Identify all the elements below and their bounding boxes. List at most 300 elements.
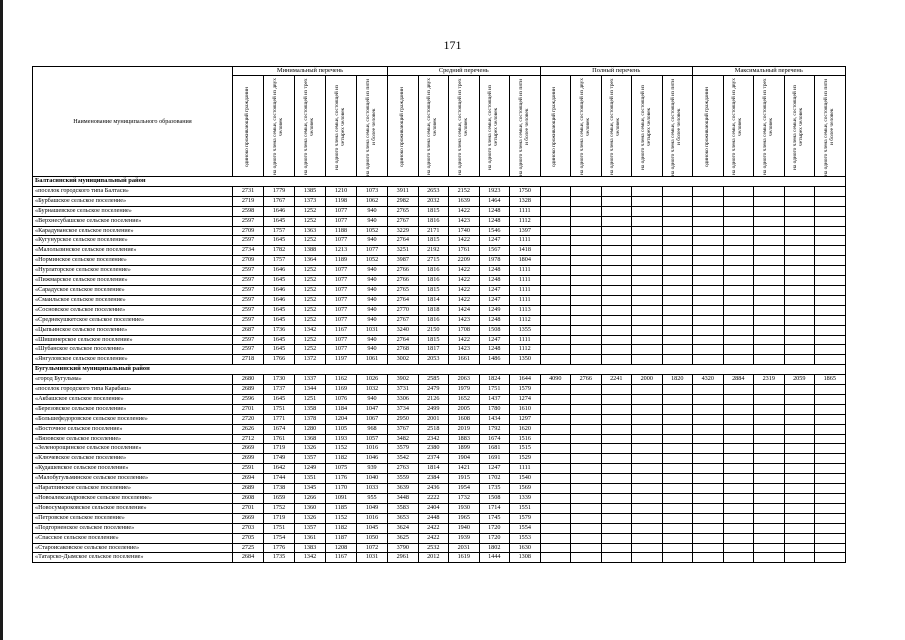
value-cell-min: 940 (357, 285, 388, 295)
subcolumn-header (295, 76, 326, 177)
value-cell-min: 1052 (357, 226, 388, 236)
value-cell-mid: 1516 (510, 434, 541, 444)
value-cell-full (601, 256, 632, 266)
value-cell-full (540, 385, 571, 395)
value-cell-max (754, 385, 785, 395)
value-cell-min: 1646 (264, 206, 295, 216)
table-row (33, 186, 846, 196)
table-row (33, 444, 846, 454)
subcolumn-header-label: на одного члена семьи, состоящей из двух человек (578, 78, 591, 176)
value-cell-mid: 1274 (510, 394, 541, 404)
value-cell-min: 2712 (233, 434, 264, 444)
value-cell-full (662, 454, 693, 464)
value-cell-max (815, 266, 846, 276)
value-cell-full (601, 305, 632, 315)
value-cell-full (601, 355, 632, 365)
value-cell-mid: 2150 (418, 325, 449, 335)
value-cell-mid: 1554 (510, 523, 541, 533)
value-cell-mid: 2404 (418, 503, 449, 513)
value-cell-max (815, 226, 846, 236)
subcolumn-header-label: на одного члена семьи, состоящей из четырех человек (487, 84, 500, 170)
subcolumn-header-label: одиноко проживающий гражданин (551, 87, 558, 167)
value-cell-full (632, 246, 663, 256)
value-cell-mid: 2063 (449, 375, 480, 385)
value-cell-min: 1776 (264, 543, 295, 553)
municipality-name: «Карадуванское сельское поселение» (33, 226, 233, 236)
value-cell-min: 2684 (233, 553, 264, 563)
value-cell-min: 1345 (295, 484, 326, 494)
value-cell-min: 1252 (295, 315, 326, 325)
value-cell-max (815, 394, 846, 404)
value-cell-mid: 3902 (388, 375, 419, 385)
value-cell-min: 1761 (264, 434, 295, 444)
value-cell-min: 1031 (357, 325, 388, 335)
subcolumn-header-label: на одного члена семьи, состоящей из четырех человек (792, 84, 805, 170)
value-cell-full (540, 404, 571, 414)
value-cell-min: 1357 (295, 523, 326, 533)
value-cell-full (601, 424, 632, 434)
value-cell-mid: 2766 (388, 276, 419, 286)
value-cell-max (693, 186, 724, 196)
value-cell-full (662, 523, 693, 533)
value-cell-mid: 1904 (449, 454, 480, 464)
value-cell-full (632, 276, 663, 286)
value-cell-max (693, 494, 724, 504)
value-cell-mid: 2126 (418, 394, 449, 404)
value-cell-mid: 1248 (479, 216, 510, 226)
value-cell-full (632, 553, 663, 563)
subcolumn-header (449, 76, 480, 177)
subcolumn-header-label: одиноко проживающий гражданин (398, 87, 405, 167)
value-cell-full (662, 464, 693, 474)
municipality-name: «Большефедоровское сельское поселение» (33, 414, 233, 424)
value-cell-min: 1249 (295, 464, 326, 474)
subcolumn-header (601, 76, 632, 177)
value-cell-full (632, 186, 663, 196)
value-cell-max (784, 543, 815, 553)
value-cell-full (662, 246, 693, 256)
value-cell-full (571, 464, 602, 474)
value-cell-mid: 2031 (449, 543, 480, 553)
value-cell-max (723, 523, 754, 533)
value-cell-mid: 1569 (510, 484, 541, 494)
value-cell-mid: 2653 (418, 186, 449, 196)
value-cell-min: 1167 (326, 325, 357, 335)
value-cell-mid: 3731 (388, 385, 419, 395)
value-cell-mid: 3482 (388, 434, 419, 444)
value-cell-full (662, 355, 693, 365)
value-cell-max (815, 404, 846, 414)
value-cell-mid: 1639 (449, 196, 480, 206)
value-cell-max (723, 434, 754, 444)
value-cell-max (754, 226, 785, 236)
value-cell-mid: 1661 (449, 355, 480, 365)
value-cell-max (754, 434, 785, 444)
table-body (33, 177, 846, 563)
value-cell-mid: 1750 (510, 186, 541, 196)
municipality-name: «Сосновское сельское поселение» (33, 305, 233, 315)
value-cell-min: 1016 (357, 513, 388, 523)
value-cell-mid: 3240 (388, 325, 419, 335)
value-cell-mid: 1816 (418, 276, 449, 286)
value-cell-max (693, 444, 724, 454)
value-cell-max (784, 266, 815, 276)
value-cell-full (571, 543, 602, 553)
municipality-name: «Нурлаторское сельское поселение» (33, 266, 233, 276)
value-cell-mid: 2763 (388, 464, 419, 474)
value-cell-max (815, 523, 846, 533)
value-cell-full (540, 513, 571, 523)
value-cell-mid: 2012 (418, 553, 449, 563)
value-cell-min: 1204 (326, 414, 357, 424)
table-row (33, 345, 846, 355)
value-cell-max (723, 315, 754, 325)
value-cell-max (754, 246, 785, 256)
value-cell-full (601, 266, 632, 276)
value-cell-min: 1752 (264, 503, 295, 513)
value-cell-full (540, 226, 571, 236)
value-cell-mid: 2715 (418, 256, 449, 266)
table-row (33, 335, 846, 345)
value-cell-min: 1047 (357, 404, 388, 414)
value-cell-max (815, 315, 846, 325)
value-cell-full (601, 434, 632, 444)
table-row (33, 494, 846, 504)
value-cell-full (632, 236, 663, 246)
value-cell-min: 1032 (357, 385, 388, 395)
value-cell-mid: 2152 (449, 186, 480, 196)
municipality-name: «Цыпьинское сельское поселение» (33, 325, 233, 335)
value-cell-full (632, 533, 663, 543)
value-cell-max (693, 424, 724, 434)
value-cell-full (540, 484, 571, 494)
value-cell-mid: 1620 (510, 424, 541, 434)
value-cell-max (754, 484, 785, 494)
value-cell-mid: 3583 (388, 503, 419, 513)
value-cell-mid: 3734 (388, 404, 419, 414)
value-cell-full (662, 216, 693, 226)
value-cell-max (754, 494, 785, 504)
value-cell-full (662, 315, 693, 325)
value-cell-max (754, 196, 785, 206)
value-cell-full (662, 236, 693, 246)
value-cell-min: 2680 (233, 375, 264, 385)
value-cell-mid: 1350 (510, 355, 541, 365)
value-cell-mid: 1923 (479, 186, 510, 196)
value-cell-full (540, 345, 571, 355)
value-cell-min: 1077 (357, 246, 388, 256)
value-cell-full (601, 206, 632, 216)
table-row (33, 503, 846, 513)
value-cell-min: 2720 (233, 414, 264, 424)
value-cell-full (571, 276, 602, 286)
value-cell-mid: 1720 (479, 523, 510, 533)
value-cell-mid: 2982 (388, 196, 419, 206)
group-header-min: Минимальный перечень (233, 67, 388, 76)
subcolumn-header-label: одиноко проживающий гражданин (703, 87, 710, 167)
value-cell-full (571, 404, 602, 414)
value-cell-mid: 1930 (449, 503, 480, 513)
value-cell-full (662, 494, 693, 504)
value-cell-mid: 1422 (449, 206, 480, 216)
table-row (33, 285, 846, 295)
value-cell-mid: 1111 (510, 464, 541, 474)
value-cell-max (723, 335, 754, 345)
table-row (33, 196, 846, 206)
value-cell-min: 1645 (264, 216, 295, 226)
value-cell-full (662, 345, 693, 355)
value-cell-min: 2709 (233, 226, 264, 236)
municipality-name: «Наратлинское сельское поселение» (33, 484, 233, 494)
municipality-name: «Татарско-Дымское сельское поселение» (33, 553, 233, 563)
value-cell-full (540, 305, 571, 315)
value-cell-min: 2597 (233, 266, 264, 276)
value-cell-max (723, 295, 754, 305)
value-cell-max (693, 236, 724, 246)
value-cell-min: 1077 (326, 206, 357, 216)
value-cell-min: 1252 (295, 285, 326, 295)
value-cell-min: 940 (357, 216, 388, 226)
value-cell-min: 940 (357, 345, 388, 355)
value-cell-max (754, 533, 785, 543)
value-cell-full (540, 236, 571, 246)
value-cell-max (815, 464, 846, 474)
value-cell-mid: 3448 (388, 494, 419, 504)
value-cell-full (540, 494, 571, 504)
value-cell-min: 1751 (264, 404, 295, 414)
value-cell-full (571, 454, 602, 464)
value-cell-min: 1360 (295, 503, 326, 513)
value-cell-min: 2701 (233, 503, 264, 513)
value-cell-full (571, 236, 602, 246)
value-cell-min: 2689 (233, 385, 264, 395)
value-cell-full (571, 444, 602, 454)
value-cell-max: 2059 (784, 375, 815, 385)
value-cell-max (815, 474, 846, 484)
value-cell-min: 1645 (264, 335, 295, 345)
value-cell-max: 2884 (723, 375, 754, 385)
value-cell-max (693, 385, 724, 395)
section-row (33, 177, 846, 187)
municipality-name: «Кудашевское сельское поселение» (33, 464, 233, 474)
table-row (33, 533, 846, 543)
value-cell-mid: 2422 (418, 523, 449, 533)
value-cell-min: 2694 (233, 474, 264, 484)
municipality-name: «Малолызинское сельское поселение» (33, 246, 233, 256)
subcolumn-header (754, 76, 785, 177)
value-cell-max (815, 186, 846, 196)
subcolumn-header-label: на одного члена семьи, состоящей из пяти и более человек (365, 78, 377, 176)
value-cell-max (723, 444, 754, 454)
value-cell-full (632, 196, 663, 206)
value-cell-max (784, 464, 815, 474)
value-cell-min: 1077 (326, 335, 357, 345)
value-cell-mid: 1815 (418, 236, 449, 246)
value-cell-min: 1357 (295, 454, 326, 464)
value-cell-min: 1252 (295, 276, 326, 286)
value-cell-min: 1182 (326, 454, 357, 464)
value-cell-max (693, 434, 724, 444)
value-cell-mid: 3987 (388, 256, 419, 266)
value-cell-max (815, 434, 846, 444)
value-cell-full (540, 266, 571, 276)
value-cell-mid: 2001 (418, 414, 449, 424)
value-cell-mid: 2479 (418, 385, 449, 395)
value-cell-full (571, 266, 602, 276)
value-cell-max (693, 305, 724, 315)
value-cell-mid: 3911 (388, 186, 419, 196)
value-cell-min: 1646 (264, 295, 295, 305)
value-cell-min: 1735 (264, 553, 295, 563)
value-cell-max (754, 404, 785, 414)
municipality-name: «Вязовское сельское поселение» (33, 434, 233, 444)
value-cell-mid: 1818 (418, 305, 449, 315)
value-cell-max (815, 345, 846, 355)
value-cell-max (784, 246, 815, 256)
value-cell-mid: 2770 (388, 305, 419, 315)
value-cell-mid: 1540 (510, 474, 541, 484)
value-cell-min: 2598 (233, 206, 264, 216)
value-cell-mid: 1508 (479, 494, 510, 504)
value-cell-max (723, 513, 754, 523)
value-cell-full (662, 434, 693, 444)
value-cell-full (662, 484, 693, 494)
value-cell-max (723, 464, 754, 474)
value-cell-full (601, 503, 632, 513)
value-cell-max (784, 513, 815, 523)
value-cell-mid: 1824 (479, 375, 510, 385)
value-cell-max (693, 315, 724, 325)
municipality-name: «Подгорненское сельское поселение» (33, 523, 233, 533)
value-cell-min: 1361 (295, 533, 326, 543)
value-cell-max (815, 196, 846, 206)
value-cell-max (693, 414, 724, 424)
value-cell-min: 939 (357, 464, 388, 474)
value-cell-max (723, 236, 754, 246)
value-cell-max (784, 484, 815, 494)
value-cell-min: 2597 (233, 335, 264, 345)
value-cell-full (540, 295, 571, 305)
subcolumn-header (510, 76, 541, 177)
subcolumn-header (264, 76, 295, 177)
value-cell-min: 940 (357, 295, 388, 305)
subcolumn-header (388, 76, 419, 177)
value-cell-max (815, 484, 846, 494)
value-cell-min: 1067 (357, 414, 388, 424)
value-cell-max (754, 285, 785, 295)
value-cell-mid: 1397 (510, 226, 541, 236)
value-cell-min: 2669 (233, 444, 264, 454)
value-cell-max (693, 285, 724, 295)
value-cell-max (754, 424, 785, 434)
value-cell-max (754, 266, 785, 276)
value-cell-min: 1266 (295, 494, 326, 504)
table-row (33, 513, 846, 523)
value-cell-min: 2699 (233, 454, 264, 464)
value-cell-mid: 1939 (449, 533, 480, 543)
value-cell-min: 1073 (357, 186, 388, 196)
value-cell-max (815, 305, 846, 315)
value-cell-min: 1072 (357, 543, 388, 553)
value-cell-full (632, 345, 663, 355)
value-cell-max (754, 216, 785, 226)
value-cell-mid: 2768 (388, 345, 419, 355)
municipality-name: «Бурбашское сельское поселение» (33, 196, 233, 206)
municipality-name: «поселок городского типа Балтаси» (33, 186, 233, 196)
table-row (33, 385, 846, 395)
value-cell-max (723, 543, 754, 553)
value-cell-max (815, 513, 846, 523)
value-cell-mid: 1247 (479, 295, 510, 305)
value-cell-full (632, 484, 663, 494)
value-cell-min: 1210 (326, 186, 357, 196)
value-cell-full (601, 276, 632, 286)
value-cell-mid: 1815 (418, 335, 449, 345)
value-cell-max (784, 325, 815, 335)
value-cell-max (754, 186, 785, 196)
value-cell-mid: 1111 (510, 266, 541, 276)
value-cell-max (815, 246, 846, 256)
value-cell-full (601, 414, 632, 424)
municipality-name: «Шубанское сельское поселение» (33, 345, 233, 355)
value-cell-full (632, 474, 663, 484)
value-cell-full (601, 404, 632, 414)
value-cell-max (693, 474, 724, 484)
value-cell-mid: 2005 (449, 404, 480, 414)
value-cell-max: 2319 (754, 375, 785, 385)
value-cell-max (754, 315, 785, 325)
value-cell-max (784, 355, 815, 365)
value-cell-min: 1771 (264, 414, 295, 424)
value-cell-min: 2731 (233, 186, 264, 196)
value-cell-mid: 3653 (388, 513, 419, 523)
value-cell-max (723, 206, 754, 216)
value-cell-mid: 1792 (479, 424, 510, 434)
name-column-header: Наименование муниципального образования (33, 67, 233, 177)
value-cell-min: 1062 (357, 196, 388, 206)
value-cell-min: 1197 (326, 355, 357, 365)
value-cell-full (632, 295, 663, 305)
value-cell-mid: 1567 (479, 246, 510, 256)
value-cell-full (571, 216, 602, 226)
value-cell-max (784, 414, 815, 424)
value-cell-max (784, 186, 815, 196)
table-row (33, 256, 846, 266)
value-cell-min: 1252 (295, 236, 326, 246)
value-cell-full (601, 394, 632, 404)
value-cell-mid: 1424 (449, 305, 480, 315)
value-cell-min: 1105 (326, 424, 357, 434)
value-cell-max (723, 226, 754, 236)
value-cell-max (815, 543, 846, 553)
value-cell-full (601, 464, 632, 474)
value-cell-full (632, 424, 663, 434)
municipality-name: «Янгуловское сельское поселение» (33, 355, 233, 365)
value-cell-min: 1738 (264, 484, 295, 494)
value-cell-mid: 1816 (418, 315, 449, 325)
value-cell-min: 1077 (326, 285, 357, 295)
value-cell-mid: 2171 (418, 226, 449, 236)
value-cell-min: 2597 (233, 305, 264, 315)
value-cell-min: 1378 (295, 414, 326, 424)
value-cell-mid: 2518 (418, 424, 449, 434)
value-cell-full (571, 246, 602, 256)
value-cell-min: 2597 (233, 236, 264, 246)
value-cell-min: 1040 (357, 474, 388, 484)
value-cell-min: 1388 (295, 246, 326, 256)
value-cell-max (693, 454, 724, 464)
value-cell-full (632, 494, 663, 504)
